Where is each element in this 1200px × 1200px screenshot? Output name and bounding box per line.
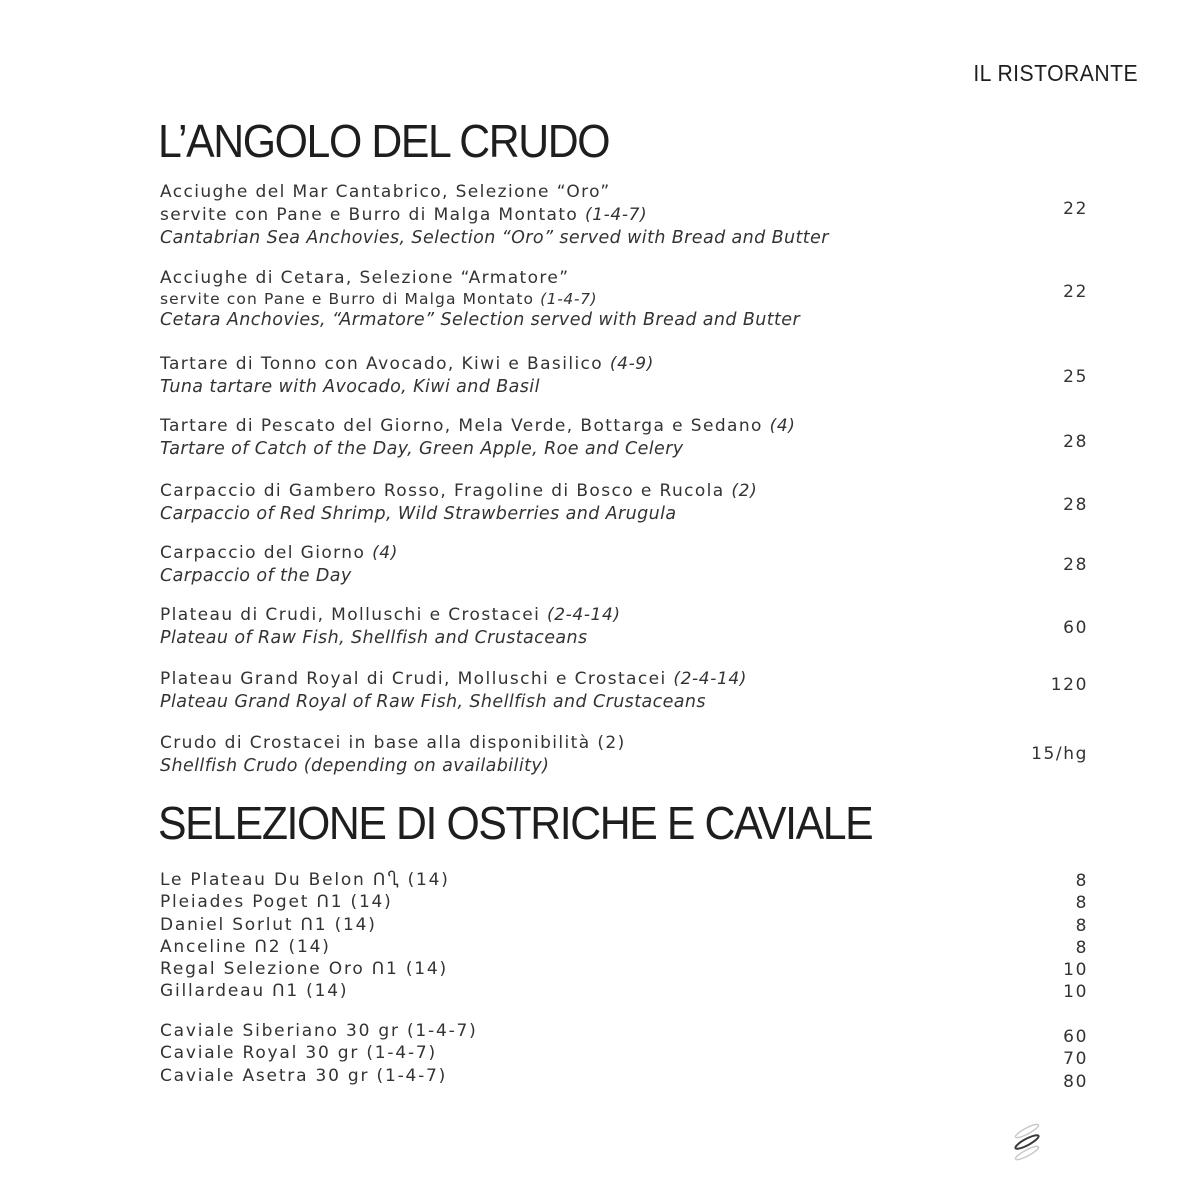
item-italian-subline: servite con Pane e Burro di Malga Montato — [160, 205, 586, 225]
menu-item — [160, 353, 1090, 399]
menu-item — [160, 604, 1090, 650]
item-english-name: Carpaccio of Red Shrimp, Wild Strawberries and Arugula — [160, 504, 677, 524]
oyster-name: Le Plateau Du Belon ՈႢ (14) — [160, 870, 450, 890]
item-english-name: Tuna tartare with Avocado, Kiwi and Basil — [160, 377, 540, 397]
item-english-name: Carpaccio of the Day — [160, 566, 352, 586]
item-price: 28 — [1063, 432, 1088, 452]
item-english-name: Shellfish Crudo (depending on availability) — [160, 756, 550, 776]
item-italian-name: Acciughe di Cetara, Selezione “Armatore” — [160, 268, 570, 288]
section-title-crudo: L’ANGOLO DEL CRUDO — [158, 115, 610, 167]
menu-item — [160, 415, 1090, 461]
item-allergens: (1-4-7) — [585, 205, 648, 225]
menu-item — [160, 267, 1090, 332]
item-price: 15/hg — [1031, 744, 1088, 764]
menu-item — [160, 732, 1090, 778]
oyster-price: 8 — [1075, 915, 1088, 936]
item-allergens: (4-9) — [609, 354, 654, 374]
oyster-name: Pleiades Poget Ո1 (14) — [160, 892, 393, 913]
item-english-name: Plateau of Raw Fish, Shellfish and Crustaceans — [160, 628, 588, 648]
menu-item — [160, 542, 1090, 588]
item-english-name: Cetara Anchovies, “Armatore” Selection served with Bread and Butter — [160, 310, 801, 330]
item-allergens: (1-4-7) — [540, 290, 598, 308]
item-price: 25 — [1063, 367, 1088, 387]
caviar-price: 80 — [1063, 1071, 1088, 1092]
caviar-list — [160, 1020, 478, 1087]
item-italian-name: Tartare di Tonno con Avocado, Kiwi e Basilico — [160, 354, 610, 374]
page-header-label: IL RISTORANTE — [973, 60, 1138, 86]
item-price: 22 — [1063, 282, 1088, 302]
item-italian-name: Acciughe del Mar Cantabrico, Selezione “Oro” — [160, 182, 611, 202]
menu-item — [160, 181, 1090, 250]
item-allergens: (4) — [769, 416, 796, 436]
item-price: 28 — [1063, 555, 1088, 575]
oyster-list — [160, 869, 450, 1003]
item-italian-name: Plateau Grand Royal di Crudi, Molluschi e Crostacei — [160, 669, 674, 689]
item-italian-name: Tartare di Pescato del Giorno, Mela Verde, Bottarga e Sedano — [160, 416, 770, 436]
section-title-ostriche: SELEZIONE DI OSTRICHE E CAVIALE — [158, 797, 873, 849]
caviar-name: Caviale Asetra 30 gr (1-4-7) — [160, 1065, 448, 1086]
oyster-name: Daniel Sorlut Ո1 (14) — [160, 914, 377, 935]
caviar-name: Caviale Royal 30 gr (1-4-7) — [160, 1043, 437, 1064]
stacked-ellipses-logo-icon — [1010, 1122, 1044, 1164]
item-allergens: (2) — [731, 481, 758, 501]
oyster-price: 8 — [1075, 893, 1088, 914]
oyster-name: Anceline Ո2 (14) — [160, 936, 331, 957]
menu-item — [160, 668, 1090, 714]
item-italian-subline: servite con Pane e Burro di Malga Montato — [160, 290, 541, 308]
item-allergens: (2-4-14) — [673, 669, 748, 689]
item-allergens: (2-4-14) — [547, 605, 621, 625]
caviar-prices — [1063, 1026, 1088, 1093]
oyster-price: 10 — [1063, 982, 1088, 1003]
item-italian-name: Carpaccio di Gambero Rosso, Fragoline di Bosco e Rucola — [160, 481, 732, 501]
item-price: 22 — [1063, 199, 1088, 219]
item-price: 120 — [1050, 675, 1088, 695]
item-price: 28 — [1063, 495, 1088, 515]
oyster-prices — [1063, 870, 1088, 1004]
item-italian-name: Crudo di Crostacei in base alla disponibilità (2) — [160, 733, 626, 753]
oyster-name: Gillardeau Ո1 (14) — [160, 981, 349, 1002]
item-english-name: Cantabrian Sea Anchovies, Selection “Oro” served with Bread and Butter — [160, 228, 829, 248]
item-italian-name: Plateau di Crudi, Molluschi e Crostacei — [160, 605, 548, 625]
item-english-name: Plateau Grand Royal of Raw Fish, Shellfish and Crustaceans — [160, 692, 706, 712]
oyster-price: 8 — [1075, 871, 1088, 891]
menu-item — [160, 480, 1090, 526]
oyster-name: Regal Selezione Oro Ո1 (14) — [160, 959, 448, 980]
item-italian-name: Carpaccio del Giorno — [160, 543, 373, 563]
caviar-price: 60 — [1063, 1027, 1088, 1047]
item-price: 60 — [1063, 618, 1088, 638]
item-english-name: Tartare of Catch of the Day, Green Apple, Roe and Celery — [160, 439, 684, 459]
oyster-price: 10 — [1063, 960, 1088, 981]
oyster-price: 8 — [1075, 937, 1088, 958]
caviar-price: 70 — [1063, 1049, 1088, 1070]
item-allergens: (4) — [372, 543, 398, 563]
caviar-name: Caviale Siberiano 30 gr (1-4-7) — [160, 1021, 478, 1041]
